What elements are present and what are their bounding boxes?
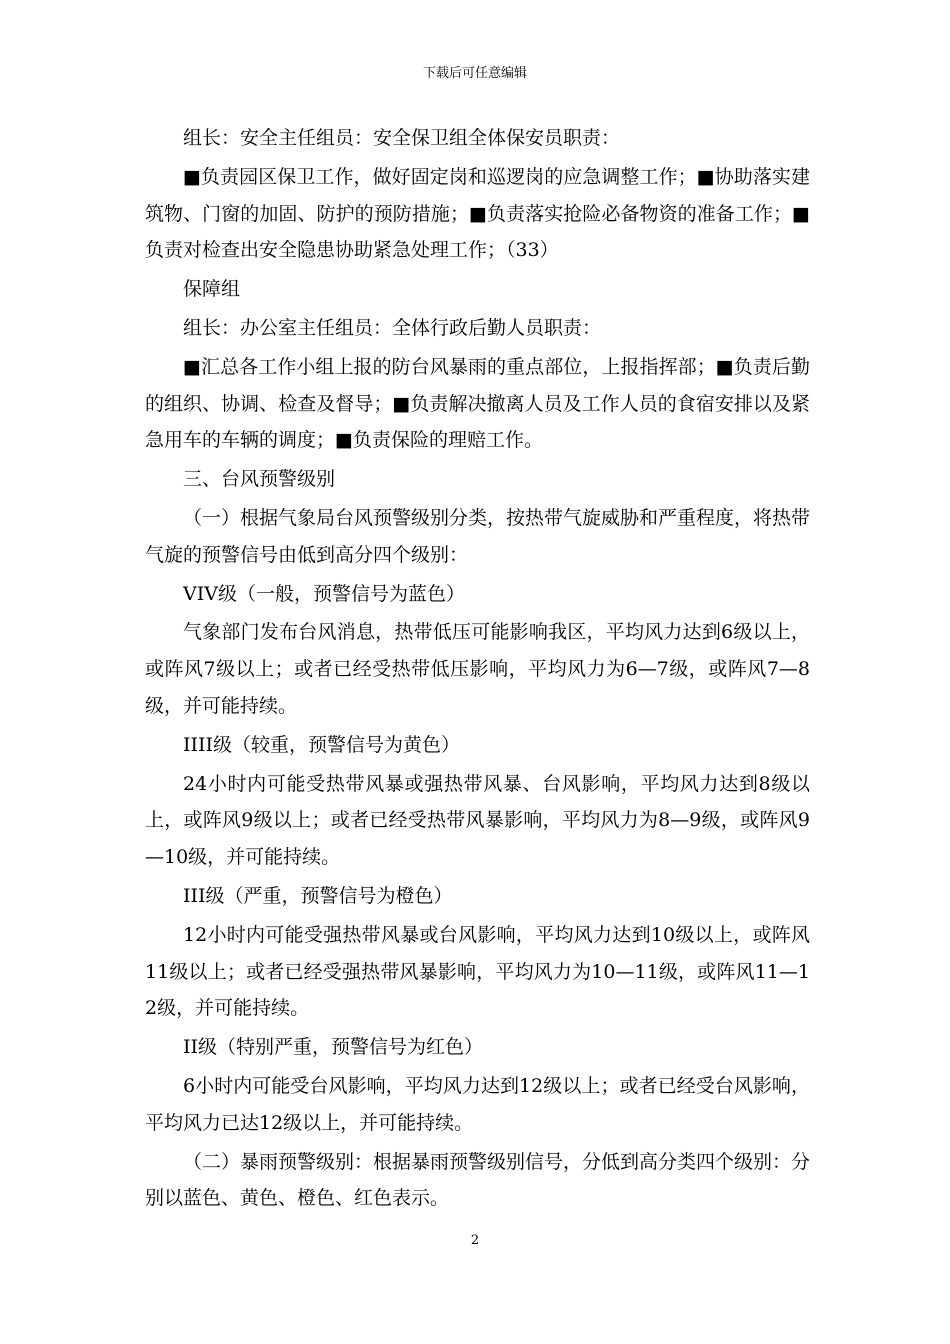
paragraph-security-group-leader: 组长：安全主任组员：安全保卫组全体保安员职责：	[183, 127, 621, 149]
paragraph-level-red: 6小时内可能受台风影响，平均风力达到12级以上；或者已经受台风影响，平均风力已达12级以上，并可能持续。	[145, 1074, 810, 1134]
paragraph-rainstorm-levels: （二）暴雨预警级别：根据暴雨预警级别信号，分低到高分类四个级别：分别以蓝色、黄色、橙色、红色表示。	[145, 1150, 811, 1210]
heading-level-orange: III级（严重，预警信号为橙色）	[183, 884, 453, 907]
paragraph-level-yellow: 24小时内可能受热带风暴或强热带风暴、台风影响，平均风力达到8级以上，或阵风9级以上；或者已经受热带风暴影响，平均风力为8—9级，或阵风9—10级，并可能持续。	[145, 772, 810, 869]
paragraph-level-blue: 气象部门发布台风消息，热带低压可能影响我区，平均风力达到6级以上，或阵风7级以上；或者已经受热带低压影响，平均风力为6—7级，或阵风7—8级，并可能持续。	[145, 621, 810, 717]
heading-level-yellow: IIII级（较重，预警信号为黄色）	[183, 733, 461, 756]
paragraph-support-duties: ■汇总各工作小组上报的防台风暴雨的重点部位，上报指挥部；■负责后勤的组织、协调、检查及督导；■负责解决撤离人员及工作人员的食宿安排以及紧急用车的车辆的调度；■负责保险的理赔工作。	[145, 355, 810, 452]
page-number: 2	[470, 1233, 480, 1248]
heading-level-red: II级（特别严重，预警信号为红色）	[183, 1036, 484, 1059]
paragraph-security-duties: ■负责园区保卫工作，做好固定岗和巡逻岗的应急调整工作；■协助落实建筑物、门窗的加固、防护的预防措施；■负责落实抢险必备物资的准备工作；■负责对检查出安全隐患协助紧急处理工作；（33）	[145, 165, 810, 262]
paragraph-support-group-leader: 组长：办公室主任组员：全体行政后勤人员职责：	[183, 316, 602, 339]
heading-support-group: 保障组	[183, 278, 241, 301]
page-header: 下载后可任意编辑	[422, 66, 527, 81]
heading-level-blue: VIV级（一般，预警信号为蓝色）	[183, 582, 465, 605]
paragraph-typhoon-classification: （一）根据气象局台风预警级别分类，按热带气旋威胁和严重程度，将热带气旋的预警信号由低到高分四个级别：	[145, 506, 811, 566]
paragraph-level-orange: 12小时内可能受强热带风暴或台风影响，平均风力达到10级以上，或阵风11级以上；或者已经受强热带风暴影响，平均风力为10—11级，或阵风11—12级，并可能持续。	[145, 923, 810, 1020]
heading-typhoon-warning-levels: 三、台风预警级别	[183, 468, 336, 491]
document-body	[145, 120, 810, 1219]
